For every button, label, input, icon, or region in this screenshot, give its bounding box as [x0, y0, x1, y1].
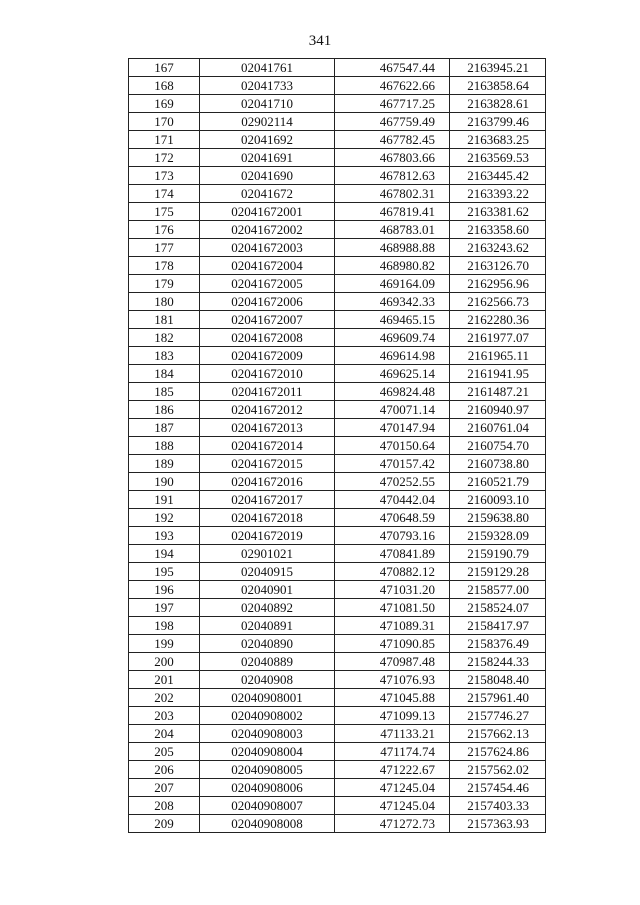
table-row [129, 797, 546, 815]
x-coordinate-cell: 470157.42 [335, 455, 450, 473]
point-code-cell: 02041672004 [200, 257, 335, 275]
table-row [129, 743, 546, 761]
table-row [129, 77, 546, 95]
x-coordinate-cell: 471245.04 [335, 797, 450, 815]
table-row [129, 203, 546, 221]
point-code-cell: 02041672015 [200, 455, 335, 473]
x-coordinate-cell: 469609.74 [335, 329, 450, 347]
x-coordinate-cell: 470252.55 [335, 473, 450, 491]
x-coordinate-cell: 467717.25 [335, 95, 450, 113]
y-coordinate-cell: 2161941.95 [450, 365, 546, 383]
row-number-cell: 208 [129, 797, 200, 815]
x-coordinate-cell: 467802.31 [335, 185, 450, 203]
table-row [129, 383, 546, 401]
point-code-cell: 02041710 [200, 95, 335, 113]
point-code-cell: 02040908006 [200, 779, 335, 797]
y-coordinate-cell: 2162566.73 [450, 293, 546, 311]
table-row [129, 167, 546, 185]
row-number-cell: 205 [129, 743, 200, 761]
y-coordinate-cell: 2163858.64 [450, 77, 546, 95]
row-number-cell: 202 [129, 689, 200, 707]
x-coordinate-cell: 471222.67 [335, 761, 450, 779]
x-coordinate-cell: 470150.64 [335, 437, 450, 455]
point-code-cell: 02040908007 [200, 797, 335, 815]
x-coordinate-cell: 467622.66 [335, 77, 450, 95]
y-coordinate-cell: 2158524.07 [450, 599, 546, 617]
x-coordinate-cell: 471245.04 [335, 779, 450, 797]
row-number-cell: 194 [129, 545, 200, 563]
row-number-cell: 188 [129, 437, 200, 455]
row-number-cell: 171 [129, 131, 200, 149]
point-code-cell: 02040908008 [200, 815, 335, 833]
table-row [129, 275, 546, 293]
row-number-cell: 199 [129, 635, 200, 653]
table-row [129, 437, 546, 455]
x-coordinate-cell: 471031.20 [335, 581, 450, 599]
row-number-cell: 186 [129, 401, 200, 419]
row-number-cell: 189 [129, 455, 200, 473]
row-number-cell: 168 [129, 77, 200, 95]
row-number-cell: 200 [129, 653, 200, 671]
point-code-cell: 02040889 [200, 653, 335, 671]
table-row [129, 671, 546, 689]
row-number-cell: 178 [129, 257, 200, 275]
y-coordinate-cell: 2159129.28 [450, 563, 546, 581]
y-coordinate-cell: 2158577.00 [450, 581, 546, 599]
row-number-cell: 176 [129, 221, 200, 239]
point-code-cell: 02041672006 [200, 293, 335, 311]
x-coordinate-cell: 471081.50 [335, 599, 450, 617]
row-number-cell: 203 [129, 707, 200, 725]
point-code-cell: 02040908001 [200, 689, 335, 707]
y-coordinate-cell: 2157746.27 [450, 707, 546, 725]
x-coordinate-cell: 470841.89 [335, 545, 450, 563]
table-row [129, 293, 546, 311]
point-code-cell: 02041692 [200, 131, 335, 149]
row-number-cell: 185 [129, 383, 200, 401]
table-row [129, 491, 546, 509]
y-coordinate-cell: 2163126.70 [450, 257, 546, 275]
row-number-cell: 193 [129, 527, 200, 545]
y-coordinate-cell: 2157662.13 [450, 725, 546, 743]
table-row [129, 113, 546, 131]
point-code-cell: 02040908 [200, 671, 335, 689]
point-code-cell: 02041672007 [200, 311, 335, 329]
x-coordinate-cell: 471272.73 [335, 815, 450, 833]
y-coordinate-cell: 2157624.86 [450, 743, 546, 761]
table-row [129, 149, 546, 167]
y-coordinate-cell: 2163393.22 [450, 185, 546, 203]
table-row [129, 221, 546, 239]
table-row [129, 563, 546, 581]
point-code-cell: 02041672008 [200, 329, 335, 347]
x-coordinate-cell: 467782.45 [335, 131, 450, 149]
table-row [129, 707, 546, 725]
point-code-cell: 02040892 [200, 599, 335, 617]
x-coordinate-cell: 468783.01 [335, 221, 450, 239]
y-coordinate-cell: 2159638.80 [450, 509, 546, 527]
point-code-cell: 02041691 [200, 149, 335, 167]
x-coordinate-cell: 470147.94 [335, 419, 450, 437]
y-coordinate-cell: 2157961.40 [450, 689, 546, 707]
point-code-cell: 02041672019 [200, 527, 335, 545]
point-code-cell: 02041672010 [200, 365, 335, 383]
point-code-cell: 02041672009 [200, 347, 335, 365]
row-number-cell: 204 [129, 725, 200, 743]
x-coordinate-cell: 471099.13 [335, 707, 450, 725]
table-row [129, 239, 546, 257]
x-coordinate-cell: 470987.48 [335, 653, 450, 671]
y-coordinate-cell: 2162956.96 [450, 275, 546, 293]
x-coordinate-cell: 471076.93 [335, 671, 450, 689]
y-coordinate-cell: 2159328.09 [450, 527, 546, 545]
table-row [129, 599, 546, 617]
table-body [129, 59, 546, 833]
row-number-cell: 184 [129, 365, 200, 383]
table-row [129, 779, 546, 797]
table-row [129, 653, 546, 671]
x-coordinate-cell: 470648.59 [335, 509, 450, 527]
y-coordinate-cell: 2160761.04 [450, 419, 546, 437]
point-code-cell: 02041672014 [200, 437, 335, 455]
table-row [129, 761, 546, 779]
x-coordinate-cell: 469625.14 [335, 365, 450, 383]
row-number-cell: 180 [129, 293, 200, 311]
y-coordinate-cell: 2163569.53 [450, 149, 546, 167]
row-number-cell: 175 [129, 203, 200, 221]
y-coordinate-cell: 2161487.21 [450, 383, 546, 401]
row-number-cell: 190 [129, 473, 200, 491]
x-coordinate-cell: 471174.74 [335, 743, 450, 761]
row-number-cell: 172 [129, 149, 200, 167]
point-code-cell: 02041672017 [200, 491, 335, 509]
y-coordinate-cell: 2163828.61 [450, 95, 546, 113]
x-coordinate-cell: 468980.82 [335, 257, 450, 275]
y-coordinate-cell: 2160940.97 [450, 401, 546, 419]
point-code-cell: 02041672003 [200, 239, 335, 257]
table-row [129, 365, 546, 383]
point-code-cell: 02041690 [200, 167, 335, 185]
table-row [129, 509, 546, 527]
y-coordinate-cell: 2163358.60 [450, 221, 546, 239]
point-code-cell: 02041672016 [200, 473, 335, 491]
table-row [129, 473, 546, 491]
row-number-cell: 181 [129, 311, 200, 329]
row-number-cell: 206 [129, 761, 200, 779]
row-number-cell: 197 [129, 599, 200, 617]
x-coordinate-cell: 470882.12 [335, 563, 450, 581]
table-row [129, 689, 546, 707]
y-coordinate-cell: 2157403.33 [450, 797, 546, 815]
point-code-cell: 02041672001 [200, 203, 335, 221]
table-row [129, 131, 546, 149]
row-number-cell: 169 [129, 95, 200, 113]
row-number-cell: 174 [129, 185, 200, 203]
row-number-cell: 167 [129, 59, 200, 77]
row-number-cell: 179 [129, 275, 200, 293]
row-number-cell: 191 [129, 491, 200, 509]
point-code-cell: 02901021 [200, 545, 335, 563]
y-coordinate-cell: 2157363.93 [450, 815, 546, 833]
point-code-cell: 02040908003 [200, 725, 335, 743]
y-coordinate-cell: 2158417.97 [450, 617, 546, 635]
y-coordinate-cell: 2157454.46 [450, 779, 546, 797]
x-coordinate-cell: 471045.88 [335, 689, 450, 707]
x-coordinate-cell: 468988.88 [335, 239, 450, 257]
point-code-cell: 02040908002 [200, 707, 335, 725]
y-coordinate-cell: 2159190.79 [450, 545, 546, 563]
table-row [129, 581, 546, 599]
x-coordinate-cell: 470442.04 [335, 491, 450, 509]
x-coordinate-cell: 471090.85 [335, 635, 450, 653]
x-coordinate-cell: 467812.63 [335, 167, 450, 185]
table-row [129, 401, 546, 419]
row-number-cell: 195 [129, 563, 200, 581]
table-row [129, 59, 546, 77]
y-coordinate-cell: 2160093.10 [450, 491, 546, 509]
point-code-cell: 02040891 [200, 617, 335, 635]
y-coordinate-cell: 2163381.62 [450, 203, 546, 221]
point-code-cell: 02041672012 [200, 401, 335, 419]
table-row [129, 455, 546, 473]
point-code-cell: 02040890 [200, 635, 335, 653]
y-coordinate-cell: 2163243.62 [450, 239, 546, 257]
table-row [129, 617, 546, 635]
table-row [129, 329, 546, 347]
row-number-cell: 198 [129, 617, 200, 635]
point-code-cell: 02902114 [200, 113, 335, 131]
y-coordinate-cell: 2163799.46 [450, 113, 546, 131]
y-coordinate-cell: 2163445.42 [450, 167, 546, 185]
point-code-cell: 02040901 [200, 581, 335, 599]
row-number-cell: 173 [129, 167, 200, 185]
point-code-cell: 02041672018 [200, 509, 335, 527]
y-coordinate-cell: 2163683.25 [450, 131, 546, 149]
y-coordinate-cell: 2161965.11 [450, 347, 546, 365]
point-code-cell: 02040915 [200, 563, 335, 581]
y-coordinate-cell: 2160521.79 [450, 473, 546, 491]
table-row [129, 725, 546, 743]
row-number-cell: 183 [129, 347, 200, 365]
table-row [129, 185, 546, 203]
row-number-cell: 170 [129, 113, 200, 131]
page-number: 341 [308, 33, 332, 49]
x-coordinate-cell: 469824.48 [335, 383, 450, 401]
point-code-cell: 02041672005 [200, 275, 335, 293]
row-number-cell: 196 [129, 581, 200, 599]
y-coordinate-cell: 2163945.21 [450, 59, 546, 77]
x-coordinate-cell: 469465.15 [335, 311, 450, 329]
point-code-cell: 02041672 [200, 185, 335, 203]
point-code-cell: 02041672013 [200, 419, 335, 437]
row-number-cell: 201 [129, 671, 200, 689]
coordinates-table [128, 58, 546, 833]
point-code-cell: 02041672002 [200, 221, 335, 239]
point-code-cell: 02041761 [200, 59, 335, 77]
table-row [129, 95, 546, 113]
x-coordinate-cell: 470071.14 [335, 401, 450, 419]
row-number-cell: 207 [129, 779, 200, 797]
y-coordinate-cell: 2158048.40 [450, 671, 546, 689]
x-coordinate-cell: 467819.41 [335, 203, 450, 221]
x-coordinate-cell: 470793.16 [335, 527, 450, 545]
x-coordinate-cell: 469164.09 [335, 275, 450, 293]
x-coordinate-cell: 467759.49 [335, 113, 450, 131]
y-coordinate-cell: 2162280.36 [450, 311, 546, 329]
point-code-cell: 02041672011 [200, 383, 335, 401]
point-code-cell: 02040908004 [200, 743, 335, 761]
row-number-cell: 177 [129, 239, 200, 257]
x-coordinate-cell: 467547.44 [335, 59, 450, 77]
point-code-cell: 02041733 [200, 77, 335, 95]
x-coordinate-cell: 471089.31 [335, 617, 450, 635]
table-row [129, 347, 546, 365]
row-number-cell: 209 [129, 815, 200, 833]
row-number-cell: 187 [129, 419, 200, 437]
row-number-cell: 182 [129, 329, 200, 347]
x-coordinate-cell: 467803.66 [335, 149, 450, 167]
y-coordinate-cell: 2160738.80 [450, 455, 546, 473]
x-coordinate-cell: 471133.21 [335, 725, 450, 743]
y-coordinate-cell: 2157562.02 [450, 761, 546, 779]
table-row [129, 311, 546, 329]
y-coordinate-cell: 2158376.49 [450, 635, 546, 653]
y-coordinate-cell: 2158244.33 [450, 653, 546, 671]
x-coordinate-cell: 469342.33 [335, 293, 450, 311]
table-row [129, 815, 546, 833]
table-row [129, 419, 546, 437]
table-row [129, 635, 546, 653]
table-row [129, 257, 546, 275]
row-number-cell: 192 [129, 509, 200, 527]
table-row [129, 545, 546, 563]
table-row [129, 527, 546, 545]
y-coordinate-cell: 2160754.70 [450, 437, 546, 455]
x-coordinate-cell: 469614.98 [335, 347, 450, 365]
point-code-cell: 02040908005 [200, 761, 335, 779]
y-coordinate-cell: 2161977.07 [450, 329, 546, 347]
